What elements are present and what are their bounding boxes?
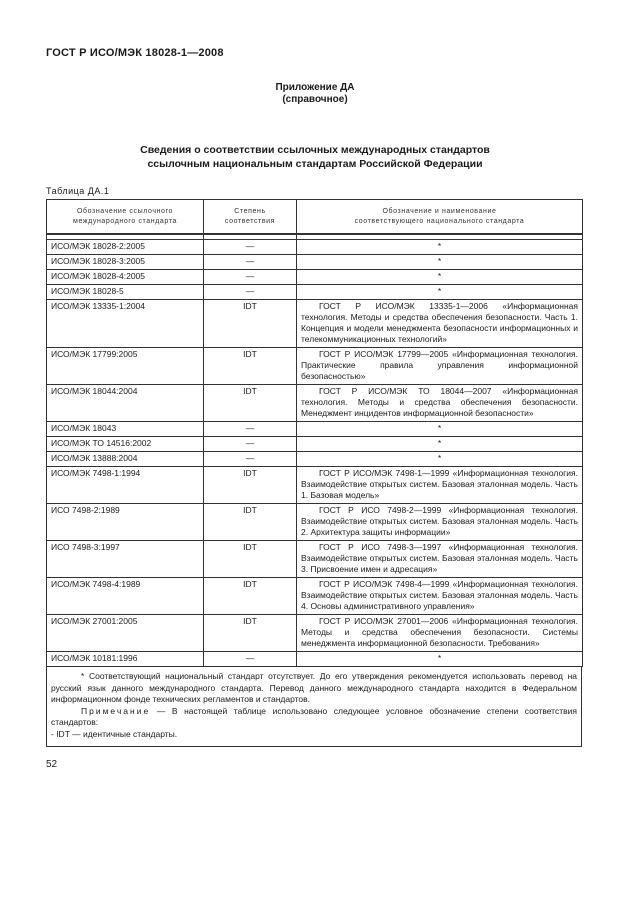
table-row bbox=[47, 240, 583, 255]
footnote-note bbox=[47, 706, 581, 729]
national-standard-cell bbox=[297, 504, 583, 541]
degree-cell: — bbox=[204, 422, 297, 437]
international-standard-cell: ИСО/МЭК 18028-5 bbox=[47, 285, 204, 300]
degree-cell: IDT bbox=[204, 467, 297, 504]
national-standard-text: ГОСТ Р ИСО 7498-2—1999 «Информационная технология. Взаимодействие открытых систем. Базовая эталонная модель. Часть 2. Архитектура защиты информации» bbox=[301, 505, 578, 537]
international-standard-cell: ИСО 7498-2:1989 bbox=[47, 504, 204, 541]
appendix-subtitle: (справочное) bbox=[282, 94, 348, 105]
international-standard-cell: ИСО 7498-3:1997 bbox=[47, 541, 204, 578]
section-title-line-1: Сведения о соответствии ссылочных международных стандартов bbox=[140, 144, 490, 156]
international-standard-cell: ИСО/МЭК ТО 14516:2002 bbox=[47, 437, 204, 452]
table-header-row bbox=[47, 200, 583, 235]
table-row bbox=[47, 504, 583, 541]
national-standard-cell: * bbox=[297, 422, 583, 437]
national-standard-cell bbox=[297, 615, 583, 652]
national-standard-cell: * bbox=[297, 437, 583, 452]
national-standard-text: ГОСТ Р ИСО/МЭК 27001—2006 «Информационная технология. Методы и средства обеспечения безопасности. Системы менеджмента информационной безопасности. Требования» bbox=[301, 616, 578, 648]
international-standard-cell: ИСО/МЭК 13335-1:2004 bbox=[47, 300, 204, 348]
footnote-asterisk bbox=[47, 666, 581, 706]
international-standard-cell: ИСО/МЭК 17799:2005 bbox=[47, 348, 204, 385]
document-header: ГОСТ Р ИСО/МЭК 18028-1—2008 bbox=[46, 47, 224, 59]
table-row bbox=[47, 270, 583, 285]
note-label: Примечание bbox=[81, 705, 151, 716]
international-standard-cell: ИСО/МЭК 18028-2:2005 bbox=[47, 240, 204, 255]
international-standard-cell: ИСО/МЭК 18028-4:2005 bbox=[47, 270, 204, 285]
international-standard-cell: ИСО/МЭК 7498-1:1994 bbox=[47, 467, 204, 504]
national-standard-cell: * bbox=[297, 240, 583, 255]
table-row bbox=[47, 348, 583, 385]
national-standard-cell bbox=[297, 385, 583, 422]
international-standard-cell: ИСО/МЭК 10181:1996 bbox=[47, 652, 204, 667]
section-title bbox=[0, 143, 630, 171]
table-row bbox=[47, 422, 583, 437]
header-col1-line2: международного стандарта bbox=[73, 217, 177, 225]
degree-cell: — bbox=[204, 270, 297, 285]
degree-cell: IDT bbox=[204, 504, 297, 541]
table-row bbox=[47, 385, 583, 422]
degree-cell: IDT bbox=[204, 578, 297, 615]
national-standard-text: ГОСТ Р ИСО/МЭК 7498-4—1999 «Информационная технология. Взаимодействие открытых систем. Базовая эталонная модель. Часть 4. Основы административного управления» bbox=[301, 579, 578, 611]
header-col3-line2: соответствующего национального стандарта bbox=[354, 217, 525, 225]
national-standard-text: ГОСТ Р ИСО/МЭК 13335-1—2006 «Информационная технология. Методы и средства обеспечения безопасности. Часть 1. Концепция и модели менеджмента безопасности информационных и телекоммуникационных технологий» bbox=[301, 301, 578, 344]
national-standard-cell bbox=[297, 467, 583, 504]
table-row bbox=[47, 578, 583, 615]
national-standard-cell bbox=[297, 578, 583, 615]
national-standard-cell bbox=[297, 300, 583, 348]
national-standard-cell bbox=[297, 541, 583, 578]
table-row bbox=[47, 541, 583, 578]
table-row bbox=[47, 255, 583, 270]
degree-cell: IDT bbox=[204, 300, 297, 348]
table-row bbox=[47, 437, 583, 452]
header-international-standard bbox=[47, 200, 204, 235]
header-degree bbox=[204, 200, 297, 235]
national-standard-cell bbox=[297, 348, 583, 385]
degree-cell: — bbox=[204, 285, 297, 300]
degree-cell: — bbox=[204, 437, 297, 452]
header-col2-line1: Степень bbox=[234, 207, 266, 215]
table-body bbox=[47, 234, 583, 667]
international-standard-cell: ИСО/МЭК 7498-4:1989 bbox=[47, 578, 204, 615]
degree-cell: IDT bbox=[204, 541, 297, 578]
note-text: — В настоящей таблице использовано следующее условное обозначение степени соответствия стандартов: bbox=[51, 705, 577, 727]
header-national-standard bbox=[297, 200, 583, 235]
table-row bbox=[47, 285, 583, 300]
degree-cell: IDT bbox=[204, 348, 297, 385]
national-standard-text: ГОСТ Р ИСО/МЭК ТО 18044—2007 «Информационная технология. Методы и средства обеспечения безопасности. Менеджмент инцидентов информационной безопасности» bbox=[301, 386, 578, 418]
section-title-line-2: ссылочным национальным стандартам Российской Федерации bbox=[147, 158, 483, 170]
table-row bbox=[47, 652, 583, 667]
table-label: Таблица ДА.1 bbox=[46, 186, 110, 196]
footnote-asterisk-text: * Соответствующий национальный стандарт отсутствует. До его утверждения рекомендуется использовать перевод на русский язык данного международного стандарта. Перевод данного международного стандарта находится в Федеральном информационном фонде технических регламентов и стандартов. bbox=[51, 671, 577, 704]
degree-cell: IDT bbox=[204, 385, 297, 422]
header-col1-line1: Обозначение ссылочного bbox=[76, 207, 174, 215]
appendix-name: Приложение ДА bbox=[275, 82, 355, 93]
table-row bbox=[47, 452, 583, 467]
international-standard-cell: ИСО/МЭК 27001:2005 bbox=[47, 615, 204, 652]
table-row bbox=[47, 300, 583, 348]
international-standard-cell: ИСО/МЭК 18028-3:2005 bbox=[47, 255, 204, 270]
national-standard-cell: * bbox=[297, 452, 583, 467]
page-number: 52 bbox=[46, 759, 58, 770]
header-col3-line1: Обозначение и наименование bbox=[382, 207, 497, 215]
national-standard-text: ГОСТ Р ИСО/МЭК 17799—2005 «Информационная технология. Практические правила управления информационной безопасностью» bbox=[301, 349, 578, 381]
degree-cell: — bbox=[204, 240, 297, 255]
degree-cell: — bbox=[204, 255, 297, 270]
degree-cell: — bbox=[204, 452, 297, 467]
national-standard-cell: * bbox=[297, 255, 583, 270]
table-row bbox=[47, 467, 583, 504]
national-standard-cell: * bbox=[297, 285, 583, 300]
table-footnote-box bbox=[46, 666, 582, 747]
international-standard-cell: ИСО/МЭК 13888:2004 bbox=[47, 452, 204, 467]
header-col2-line2: соответствия bbox=[224, 217, 276, 225]
degree-cell: IDT bbox=[204, 615, 297, 652]
correspondence-table bbox=[46, 199, 583, 667]
appendix-title bbox=[0, 82, 630, 106]
international-standard-cell: ИСО/МЭК 18044:2004 bbox=[47, 385, 204, 422]
national-standard-text: ГОСТ Р ИСО 7498-3—1997 «Информационная технология. Взаимодействие открытых систем. Базовая эталонная модель. Часть 3. Присвоение имен и адресация» bbox=[301, 542, 578, 574]
national-standard-cell: * bbox=[297, 652, 583, 667]
table-row bbox=[47, 615, 583, 652]
international-standard-cell: ИСО/МЭК 18043 bbox=[47, 422, 204, 437]
footnote-idt-line: - IDT — идентичные стандарты. bbox=[51, 728, 178, 739]
national-standard-cell: * bbox=[297, 270, 583, 285]
national-standard-text: ГОСТ Р ИСО/МЭК 7498-1—1999 «Информационная технология. Взаимодействие открытых систем. Базовая эталонная модель. Часть 1. Базовая модель» bbox=[301, 468, 578, 500]
degree-cell: — bbox=[204, 652, 297, 667]
